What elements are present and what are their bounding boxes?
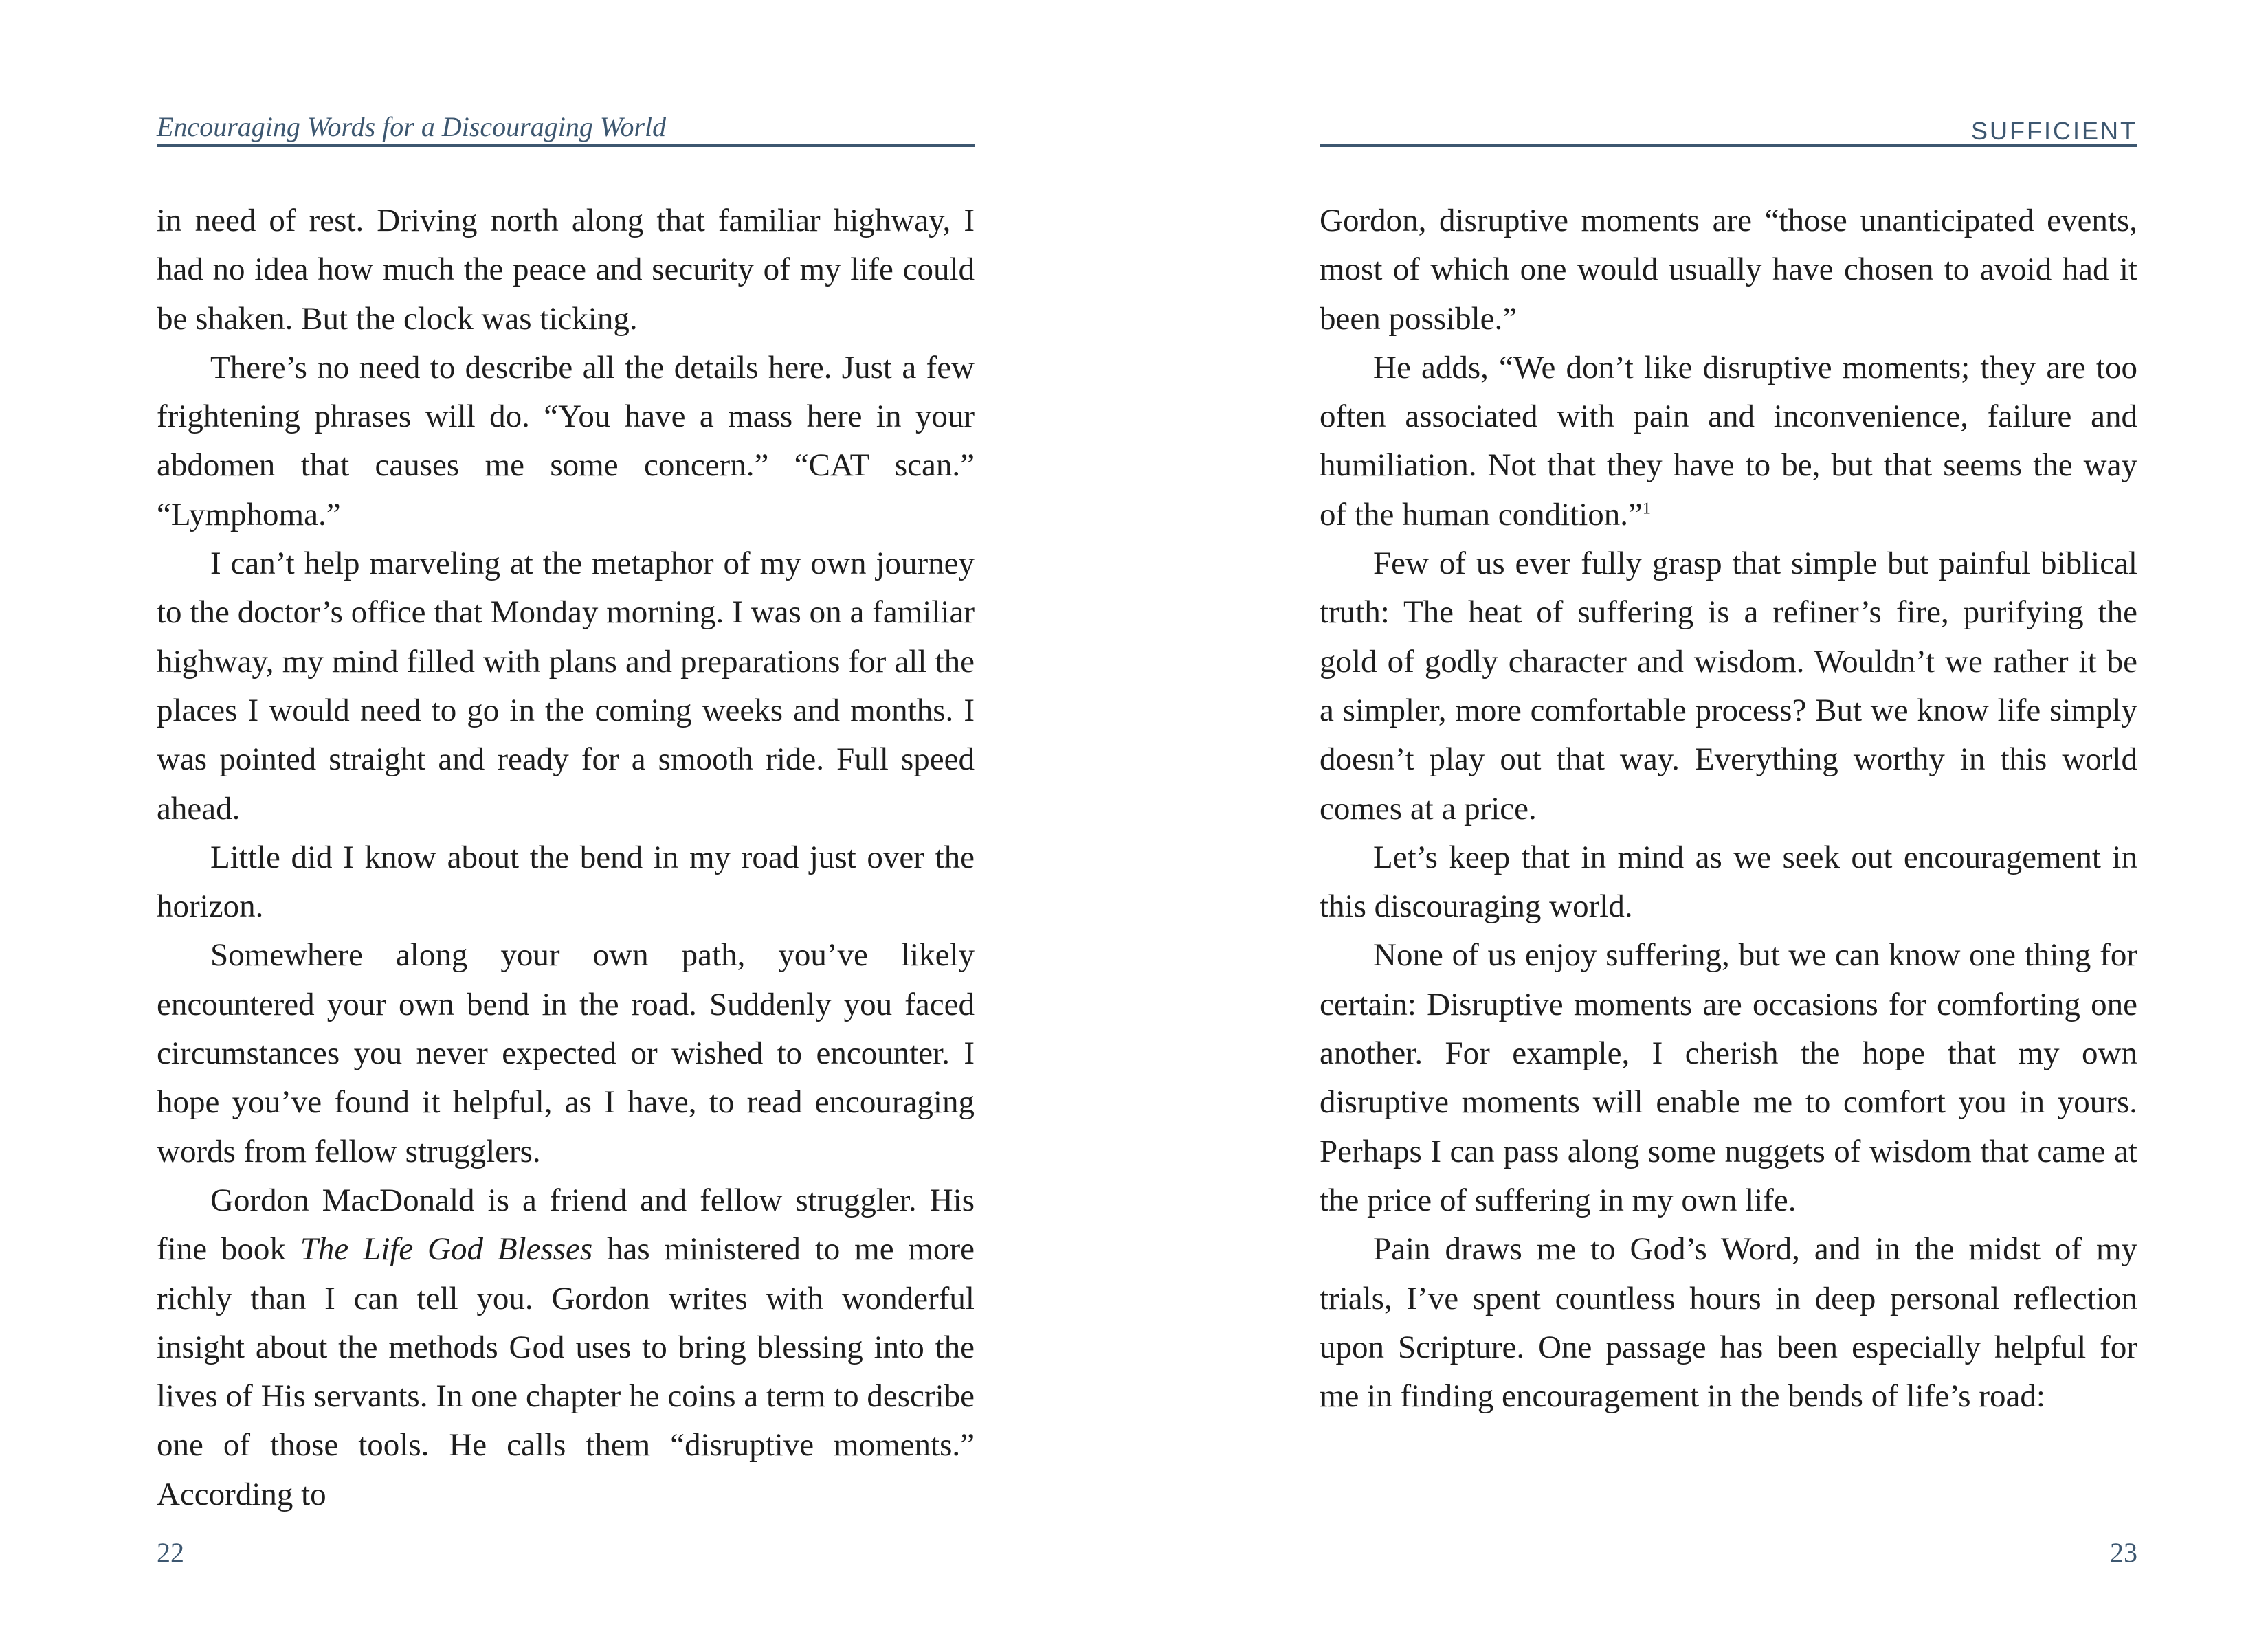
left-page [157, 0, 975, 1649]
paragraph: There’s no need to describe all the details here. Just a few frightening phrases will do. “You have a mass here in your abdomen that causes me some concern.” “CAT scan.” “Lymphoma.” [157, 349, 975, 532]
paragraph: I can’t help marveling at the metaphor of my own journey to the doctor’s office that Monday morning. I was on a familiar highway, my mind filled with plans and preparations for all the places I would need to go in the coming weeks and months. I was pointed straight and ready for a smooth ride. Full speed ahead. [157, 546, 975, 827]
paragraph: Few of us ever fully grasp that simple but painful biblical truth: The heat of suffering is a refiner’s fire, purifying the gold of godly character and wisdom. Wouldn’t we rather it be a simpler, more comfortable process? But we know life simply doesn’t play out that way. Everything worthy in this world comes at a price. [1320, 546, 2137, 827]
page-number: 23 [2110, 1537, 2137, 1568]
paragraph: None of us enjoy suffering, but we can know one thing for certain: Disruptive moments are occasions for comforting one another. For example, I cherish the hope that my own disruptive moments will enable me to comfort you in yours. Perhaps I can pass along some nuggets of wisdom that came at the price of suffering in my own life. [1320, 937, 2137, 1218]
paragraph-text: has ministered to me more richly than I can tell you. Gordon writes with wonderful insight about the methods God uses to bring blessing into the lives of His servants. In one chapter he coins a term to describe one of those tools. He calls them “disruptive moments.” According to [157, 1231, 975, 1512]
left-page-body [157, 197, 975, 1519]
footnote-marker: 1 [1642, 500, 1651, 518]
paragraph-text: Gordon MacDonald is a friend and fellow struggler. His fine book [157, 1182, 975, 1268]
paragraph-text: He adds, “We don’t like disruptive moments; they are too often associated with pain and inconvenience, failure and humiliation. Not that they have to be, but that seems the way of the human condition.” [1320, 349, 2137, 532]
running-head-chapter-title: SUFFICIENT [1320, 110, 2137, 147]
paragraph [1320, 344, 2137, 539]
running-head-book-title: Encouraging Words for a Discouraging World [157, 110, 975, 147]
right-page [1320, 0, 2137, 1649]
book-title-italic: The Life God Blesses [300, 1231, 593, 1268]
paragraph: Let’s keep that in mind as we seek out encouragement in this discouraging world. [1320, 839, 2137, 925]
paragraph: Somewhere along your own path, you’ve likely encountered your own bend in the road. Suddenly you faced circumstances you never expected or wished to encounter. I hope you’ve found it helpful, as I have, to read encouraging words from fellow strugglers. [157, 937, 975, 1169]
paragraph: in need of rest. Driving north along that familiar highway, I had no idea how much the peace and security of my life could be shaken. But the clock was ticking. [157, 203, 975, 337]
paragraph: Pain draws me to God’s Word, and in the midst of my trials, I’ve spent countless hours in deep personal reflection upon Scripture. One passage has been especially helpful for me in finding encouragement in the bends of life’s road: [1320, 1231, 2137, 1415]
paragraph: Gordon, disruptive moments are “those unanticipated events, most of which one would usually have chosen to avoid had it been possible.” [1320, 203, 2137, 337]
page-number: 22 [157, 1537, 184, 1568]
paragraph: Little did I know about the bend in my road just over the horizon. [157, 839, 975, 925]
right-page-body [1320, 197, 2137, 1421]
paragraph [157, 1176, 975, 1519]
